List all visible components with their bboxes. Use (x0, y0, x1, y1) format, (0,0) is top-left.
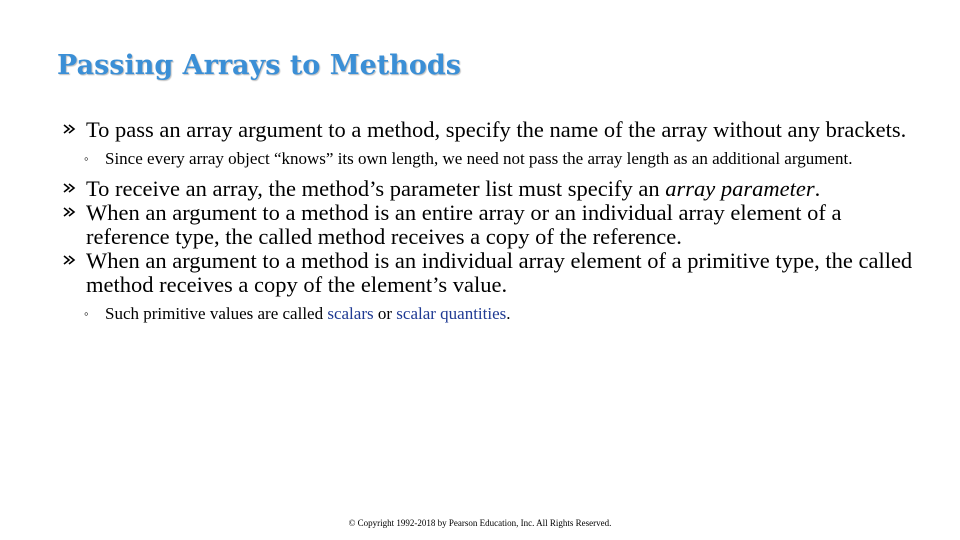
bullet-item (62, 118, 922, 142)
sub-bullet-marker-icon: ◦ (84, 306, 89, 321)
bullet-marker-icon (62, 178, 76, 198)
bullet-text-end: . (814, 176, 821, 201)
slide-content (62, 118, 922, 322)
bullet-text: To pass an array argument to a method, specify the name of the array without any brackets. (86, 117, 907, 142)
sub-bullet-item (62, 305, 922, 322)
bullet-item (62, 249, 922, 297)
term-scalar-quantities: scalar quantities (396, 304, 507, 323)
bullet-marker-icon (62, 119, 76, 139)
bullet-marker-icon (62, 250, 76, 270)
copyright-footer: © Copyright 1992-2018 by Pearson Education, Inc. All Rights Reserved. (348, 518, 612, 528)
bullet-text: When an argument to a method is an individual array element of a primitive type, the called method receives a copy of the element’s value. (86, 248, 913, 297)
bullet-text: To receive an array, the method’s parameter list must specify an (86, 176, 666, 201)
bullet-item (62, 177, 922, 201)
term-scalars: scalars (327, 304, 374, 323)
sub-bullet-text-mid: or (373, 304, 397, 323)
bullet-item (62, 201, 922, 249)
slide-title: Passing Arrays to Methods (57, 50, 461, 81)
sub-bullet-item (62, 150, 922, 167)
sub-bullet-text: Since every array object “knows” its own length, we need not pass the array length as an additional argument. (105, 149, 853, 168)
bullet-emphasis: array parameter (665, 176, 815, 201)
sub-bullet-text-end: . (506, 304, 511, 323)
sub-bullet-text: Such primitive values are called (105, 304, 328, 323)
bullet-text: When an argument to a method is an entire array or an individual array element of a reference type, the called method receives a copy of the reference. (86, 200, 842, 249)
sub-bullet-marker-icon: ◦ (84, 151, 89, 166)
bullet-marker-icon (62, 202, 76, 222)
